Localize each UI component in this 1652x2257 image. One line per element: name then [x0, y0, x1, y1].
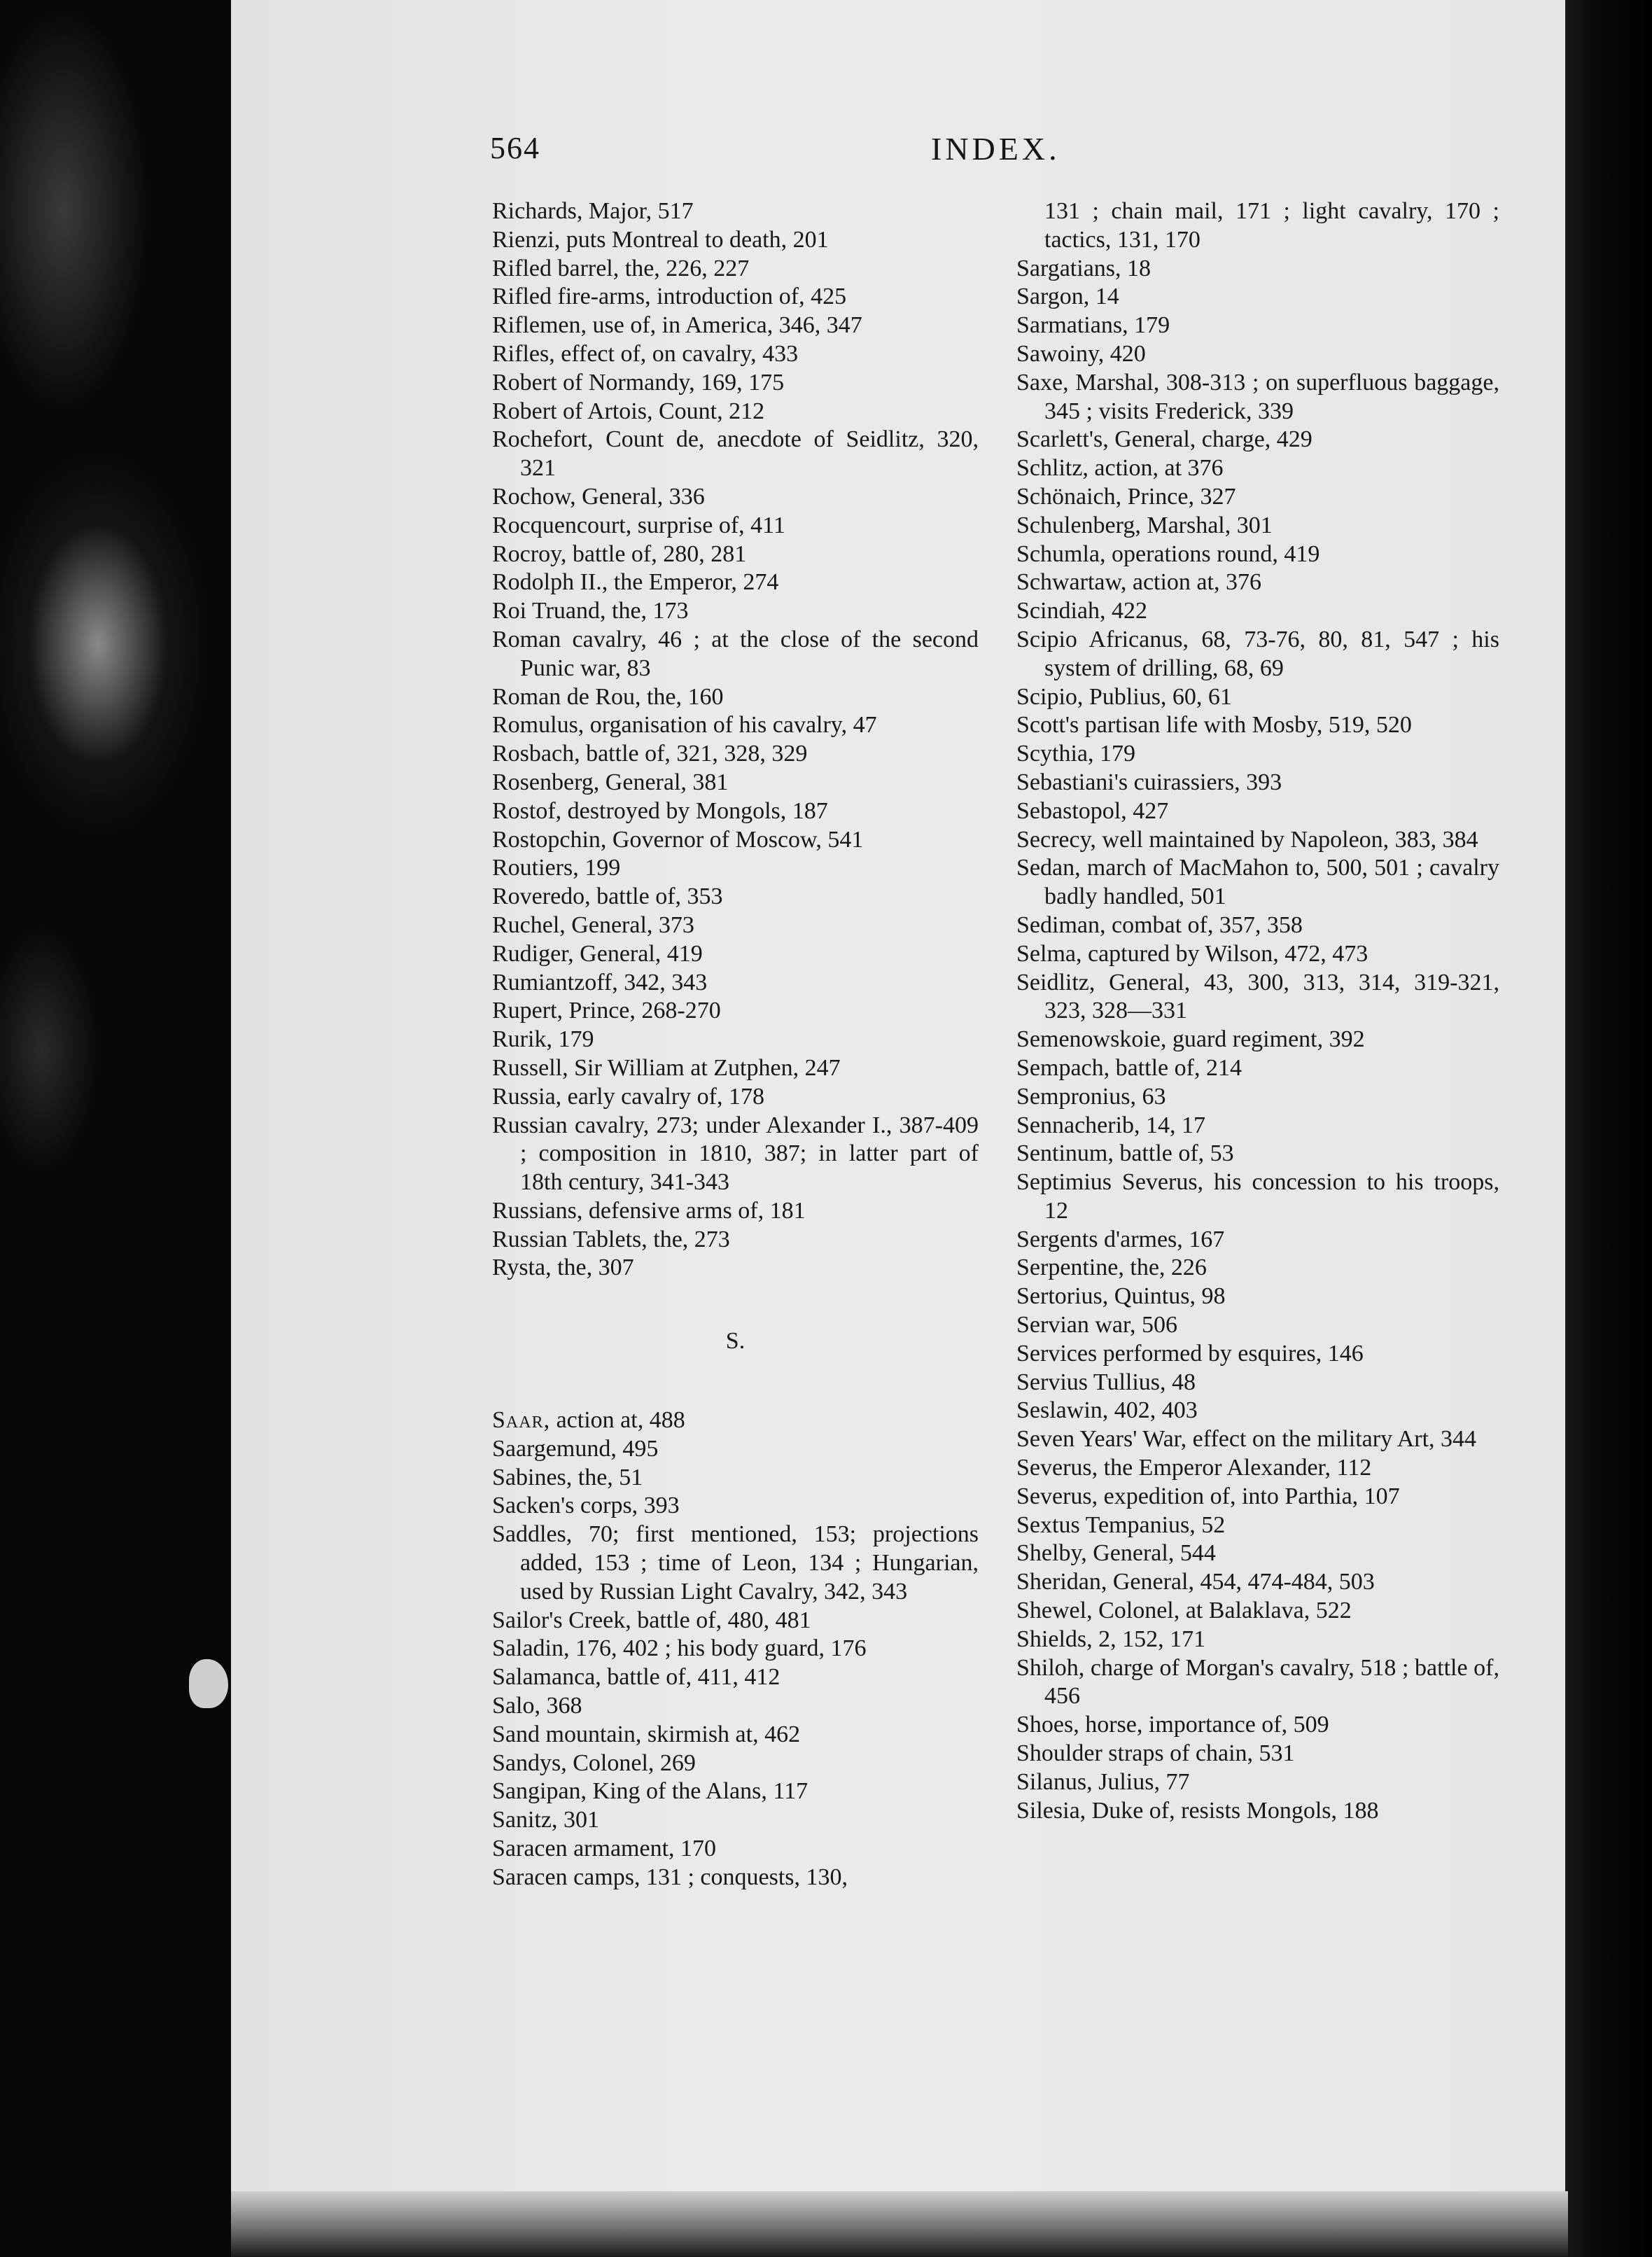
index-entry: Russian cavalry, 273; under Alexander I., 387-409 ; composition in 1810, 387; in latter part of 18th century, 341-343	[492, 1112, 979, 1196]
index-entry: Russell, Sir William at Zutphen, 247	[492, 1054, 841, 1081]
index-entries-r	[492, 197, 979, 1283]
index-entry: Rodolph II., the Emperor, 274	[492, 569, 779, 596]
index-entry: Semenowskoie, guard regiment, 392	[1016, 1026, 1365, 1053]
index-entry: Septimius Severus, his concession to his troops, 12	[1016, 1169, 1499, 1224]
index-entry: Sertorius, Quintus, 98	[1016, 1283, 1226, 1310]
page-bottom-edge	[231, 2191, 1568, 2257]
index-entry: Scipio Africanus, 68, 73-76, 80, 81, 547 ; his system of drilling, 68, 69	[1016, 626, 1499, 681]
index-entry: Servius Tullius, 48	[1016, 1369, 1196, 1395]
index-entry: Roman de Rou, the, 160	[492, 683, 724, 710]
index-entry: Rostopchin, Governor of Moscow, 541	[492, 826, 864, 853]
index-entry: Sand mountain, skirmish at, 462	[492, 1721, 801, 1747]
page-number: 564	[490, 131, 540, 165]
index-entry: Rocroy, battle of, 280, 281	[492, 540, 747, 567]
index-entry: Rocquencourt, surprise of, 411	[492, 512, 785, 538]
index-entry: Shiloh, charge of Morgan's cavalry, 518 ; battle of, 456	[1016, 1654, 1499, 1710]
index-entry: Robert of Artois, Count, 212	[492, 398, 765, 424]
index-entry: Rosbach, battle of, 321, 328, 329	[492, 741, 808, 767]
index-entry: Services performed by esquires, 146	[1016, 1340, 1364, 1367]
index-entry: Sargon, 14	[1016, 284, 1119, 310]
index-entry: Rochefort, Count de, anecdote of Seidlitz, 320, 321	[492, 426, 979, 482]
index-entry: Seidlitz, General, 43, 300, 313, 314, 319-321, 323, 328—331	[1016, 969, 1499, 1024]
index-entry: Saracen camps, 131 ; conquests, 130,	[492, 1864, 848, 1890]
index-entry: Silesia, Duke of, resists Mongols, 188	[1016, 1797, 1379, 1824]
index-entry: Scarlett's, General, charge, 429	[1016, 426, 1312, 453]
index-entry: Servian war, 506	[1016, 1312, 1177, 1339]
index-entry: Richards, Major, 517	[492, 198, 694, 224]
page-header	[490, 130, 1484, 179]
index-entry: Rifled barrel, the, 226, 227	[492, 255, 750, 281]
index-entry: Rostof, destroyed by Mongols, 187	[492, 797, 828, 824]
index-entry: Sextus Tempanius, 52	[1016, 1511, 1226, 1538]
index-entry: Routiers, 199	[492, 855, 621, 881]
scan-speck	[189, 1659, 228, 1708]
index-entry: Salamanca, battle of, 411, 412	[492, 1664, 780, 1691]
index-entry: Sanitz, 301	[492, 1807, 599, 1833]
index-entry: Russia, early cavalry of, 178	[492, 1083, 764, 1110]
index-entry: Roman cavalry, 46 ; at the close of the second Punic war, 83	[492, 626, 979, 681]
index-entry: Rupert, Prince, 268-270	[492, 998, 721, 1024]
index-entry: Severus, the Emperor Alexander, 112	[1016, 1455, 1372, 1481]
index-entry: Saxe, Marshal, 308-313 ; on superfluous baggage, 345 ; visits Frederick, 339	[1016, 369, 1499, 424]
index-entry: Sentinum, battle of, 53	[1016, 1140, 1234, 1167]
index-entry: Schumla, operations round, 419	[1016, 540, 1320, 567]
index-entry: Rurik, 179	[492, 1026, 594, 1053]
first-entry-head: Saar,	[492, 1407, 551, 1434]
index-entry: Rifles, effect of, on cavalry, 433	[492, 340, 799, 367]
index-entry: Sennacherib, 14, 17	[1016, 1112, 1206, 1138]
index-entry: Severus, expedition of, into Parthia, 107	[1016, 1483, 1400, 1509]
index-entry: Seven Years' War, effect on the military Art, 344	[1016, 1426, 1477, 1453]
running-title: INDEX.	[931, 131, 1060, 167]
index-entry: Shoes, horse, importance of, 509	[1016, 1712, 1329, 1738]
index-entry: Selma, captured by Wilson, 472, 473	[1016, 940, 1368, 967]
index-entry: Roi Truand, the, 173	[492, 598, 689, 624]
index-entry: Scipio, Publius, 60, 61	[1016, 683, 1232, 710]
index-entry: Secrecy, well maintained by Napoleon, 383, 384	[1016, 826, 1478, 853]
index-entry: Scythia, 179	[1016, 741, 1135, 767]
index-entry: Sargatians, 18	[1016, 255, 1152, 281]
index-entry: Sabines, the, 51	[492, 1464, 643, 1490]
index-entry: Robert of Normandy, 169, 175	[492, 369, 785, 396]
index-entry: Sempach, battle of, 214	[1016, 1054, 1242, 1081]
index-entry: Sebastiani's cuirassiers, 393	[1016, 769, 1282, 795]
index-entry: Rumiantzoff, 342, 343	[492, 969, 708, 995]
index-entry: Scott's partisan life with Mosby, 519, 520	[1016, 712, 1412, 739]
index-entries-s	[492, 1406, 979, 1892]
index-entry: Salo, 368	[492, 1693, 582, 1719]
index-entry: Sempronius, 63	[1016, 1083, 1166, 1110]
index-entry: Sheridan, General, 454, 474-484, 503	[1016, 1569, 1375, 1595]
index-entry: Schönaich, Prince, 327	[1016, 483, 1236, 510]
index-entry: Shelby, General, 544	[1016, 1540, 1216, 1567]
index-column-right	[1016, 197, 1499, 1825]
continued-entry: 131 ; chain mail, 171 ; light cavalry, 170 ; tactics, 131, 170	[1044, 198, 1499, 253]
index-entry: Rienzi, puts Montreal to death, 201	[492, 226, 829, 253]
index-entry: Schlitz, action, at 376	[1016, 455, 1224, 482]
index-entry: Shields, 2, 152, 171	[1016, 1626, 1206, 1652]
index-entry: Russian Tablets, the, 273	[492, 1226, 730, 1252]
index-entry: Sacken's corps, 393	[492, 1493, 680, 1519]
index-entry: Romulus, organisation of his cavalry, 47	[492, 712, 877, 739]
index-entry: Sebastopol, 427	[1016, 797, 1169, 824]
index-entry: Russians, defensive arms of, 181	[492, 1197, 806, 1224]
first-entry-rest: action at, 488	[550, 1407, 685, 1434]
index-entry: Sarmatians, 179	[1016, 312, 1170, 339]
index-entry: Sedan, march of MacMahon to, 500, 501 ; cavalry badly handled, 501	[1016, 855, 1499, 910]
index-entry: Shewel, Colonel, at Balaklava, 522	[1016, 1598, 1352, 1624]
index-entry: Riflemen, use of, in America, 346, 347	[492, 312, 862, 339]
scan-background-left	[0, 0, 231, 2257]
index-column-left	[492, 197, 979, 1892]
index-entry: Sergents d'armes, 167	[1016, 1226, 1225, 1252]
index-entry: Serpentine, the, 226	[1016, 1255, 1207, 1281]
index-entry: Shoulder straps of chain, 531	[1016, 1740, 1295, 1767]
index-entry: Rudiger, General, 419	[492, 940, 703, 967]
index-entry: Schulenberg, Marshal, 301	[1016, 512, 1273, 538]
index-entry: Saddles, 70; first mentioned, 153; projections added, 153 ; time of Leon, 134 ; Hungarian, used by Russian Light Cavalry, 342, 343	[492, 1521, 979, 1605]
index-entry: Rochow, General, 336	[492, 483, 705, 510]
index-entry: Saladin, 176, 402 ; his body guard, 176	[492, 1635, 867, 1662]
index-entry: Rifled fire-arms, introduction of, 425	[492, 284, 847, 310]
index-entry: Schwartaw, action at, 376	[1016, 569, 1261, 596]
index-entry: Saracen armament, 170	[492, 1836, 717, 1862]
index-entry: Sandys, Colonel, 269	[492, 1749, 696, 1776]
section-letter-heading: S.	[725, 1328, 746, 1355]
index-entry: Rysta, the, 307	[492, 1255, 634, 1281]
index-entry: Ruchel, General, 373	[492, 911, 694, 938]
index-entry: Sawoiny, 420	[1016, 340, 1146, 367]
index-entry: Sailor's Creek, battle of, 480, 481	[492, 1607, 811, 1633]
index-entry: Silanus, Julius, 77	[1016, 1768, 1190, 1795]
index-entry: Sangipan, King of the Alans, 117	[492, 1778, 808, 1805]
index-entry: Rosenberg, General, 381	[492, 769, 729, 795]
index-entry: Roveredo, battle of, 353	[492, 883, 723, 910]
index-entry-first	[492, 1406, 979, 1435]
scan-background-right	[1565, 0, 1652, 2257]
index-entry: Sediman, combat of, 357, 358	[1016, 911, 1303, 938]
index-entry: Seslawin, 402, 403	[1016, 1397, 1198, 1424]
index-entry: Scindiah, 422	[1016, 598, 1147, 624]
index-entry: Saargemund, 495	[492, 1435, 659, 1462]
